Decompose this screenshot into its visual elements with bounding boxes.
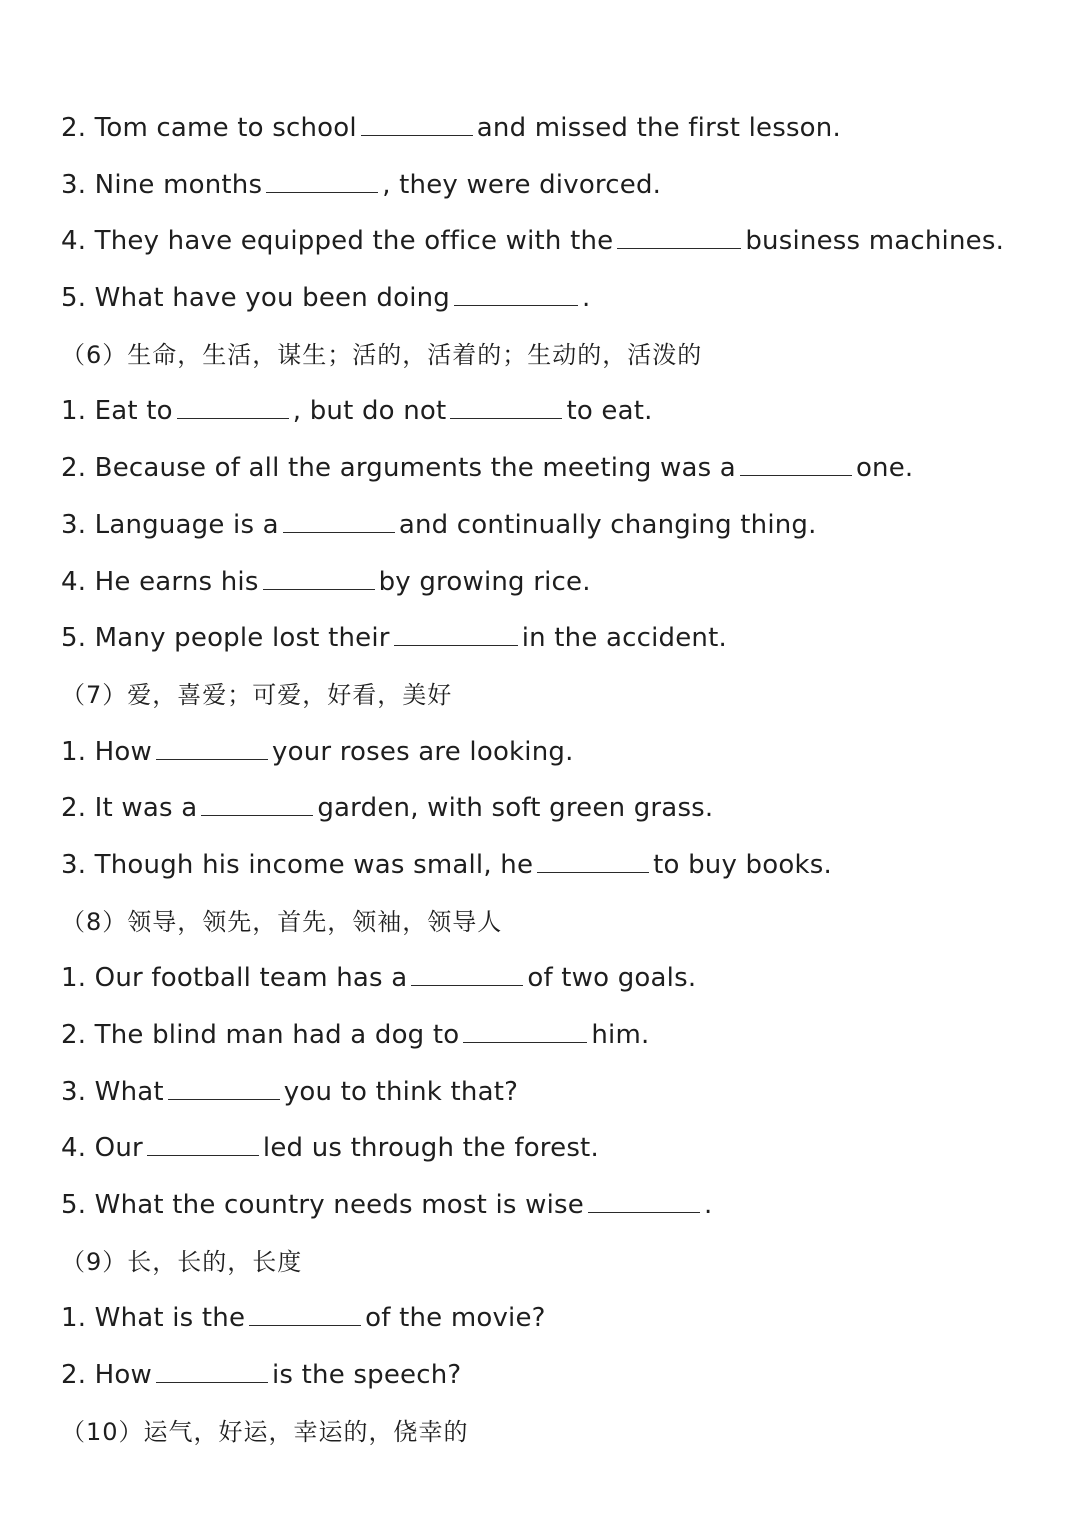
answer-blank [361, 115, 473, 136]
answer-blank [454, 285, 578, 306]
answer-blank [249, 1305, 361, 1326]
exercise-line [61, 950, 1051, 1007]
answer-blank [156, 1362, 268, 1383]
sentence-text: him. [591, 1020, 650, 1050]
sentence-text: business machines. [745, 226, 1005, 257]
worksheet [61, 100, 1051, 1461]
exercise-line [61, 100, 1051, 157]
sentence-text: and missed the first lesson. [476, 113, 841, 143]
sentence-text: in the accident. [521, 623, 727, 654]
sentence-text: 4. He earns his [61, 566, 259, 597]
exercise-line [61, 780, 1051, 837]
sentence-text: is the speech? [272, 1360, 462, 1391]
sentence-text: to buy books. [653, 849, 832, 880]
answer-blank [463, 1022, 587, 1043]
sentence-text: you to think that? [283, 1076, 519, 1107]
exercise-line [61, 724, 1051, 781]
section-heading: （9）长，长的，长度 [61, 1247, 303, 1276]
sentence-text: . [703, 1190, 713, 1221]
exercise-line [61, 383, 1051, 440]
exercise-line [61, 1007, 1051, 1064]
sentence-text: 1. Eat to [61, 396, 173, 427]
answer-blank [266, 172, 378, 193]
exercise-line [61, 270, 1051, 327]
sentence-text: of the movie? [365, 1303, 546, 1334]
answer-blank [411, 965, 523, 986]
sentence-text: 2. Tom came to school [61, 113, 357, 143]
exercise-line [61, 497, 1051, 554]
section-heading: （10）运气，好运，幸运的，侥幸的 [61, 1417, 469, 1446]
sentence-text: 3. Though his income was small, he [61, 849, 534, 880]
sentence-text: 2. Because of all the arguments the meeting was a [61, 453, 736, 484]
exercise-line [61, 440, 1051, 497]
answer-blank [283, 512, 395, 533]
answer-blank [177, 398, 289, 419]
exercise-line [61, 1177, 1051, 1234]
answer-blank [617, 228, 741, 249]
sentence-text: , they were divorced. [382, 169, 662, 200]
sentence-text: 5. What the country needs most is wise [61, 1190, 584, 1221]
answer-blank [156, 739, 268, 760]
exercise-line [61, 554, 1051, 611]
exercise-line [61, 213, 1051, 270]
exercise-line [61, 157, 1051, 214]
sentence-text: 3. Nine months [61, 169, 263, 200]
answer-blank [450, 398, 562, 419]
section-heading: （6）生命，生活，谋生；活的，活着的；生动的，活泼的 [61, 340, 703, 369]
sentence-text: and continually changing thing. [398, 509, 817, 540]
sentence-text: 4. Our [61, 1133, 143, 1164]
sentence-text: garden, with soft green grass. [317, 793, 714, 824]
exercise-line [61, 837, 1051, 894]
exercise-line [61, 1347, 1051, 1404]
sentence-text: 2. It was a [61, 793, 198, 824]
sentence-text: . [582, 283, 591, 314]
sentence-text: 5. What have you been doing [61, 283, 451, 314]
answer-blank [394, 625, 518, 646]
sentence-text: , but do not [292, 396, 447, 427]
exercise-line [61, 1120, 1051, 1177]
answer-blank [588, 1192, 700, 1213]
section-heading: （8）领导，领先，首先，领袖，领导人 [61, 907, 503, 936]
sentence-text: 1. Our football team has a [61, 963, 408, 994]
sentence-text: 3. Language is a [61, 509, 279, 540]
sentence-text: to eat. [566, 396, 653, 427]
sentence-text: 2. The blind man had a dog to [61, 1020, 460, 1050]
sentence-text: 5. Many people lost their [61, 623, 390, 654]
exercise-line [61, 1064, 1051, 1121]
sentence-text: 1. How [61, 736, 152, 767]
answer-blank [168, 1079, 280, 1100]
section-heading: （7）爱，喜爱；可爱，好看，美好 [61, 680, 453, 709]
answer-blank [201, 795, 313, 816]
sentence-text: 4. They have equipped the office with the [61, 226, 614, 257]
sentence-text: of two goals. [527, 963, 697, 994]
sentence-text: 2. How [61, 1360, 152, 1391]
answer-blank [740, 455, 852, 476]
answer-blank [263, 569, 375, 590]
exercise-line [61, 610, 1051, 667]
answer-blank [147, 1135, 259, 1156]
sentence-text: one. [855, 453, 914, 484]
sentence-text: 3. What [61, 1076, 164, 1107]
sentence-text: 1. What is the [61, 1303, 246, 1334]
exercise-line [61, 1290, 1051, 1347]
sentence-text: your roses are looking. [272, 736, 574, 767]
sentence-text: led us through the forest. [262, 1133, 599, 1164]
sentence-text: by growing rice. [378, 566, 591, 597]
answer-blank [537, 852, 649, 873]
